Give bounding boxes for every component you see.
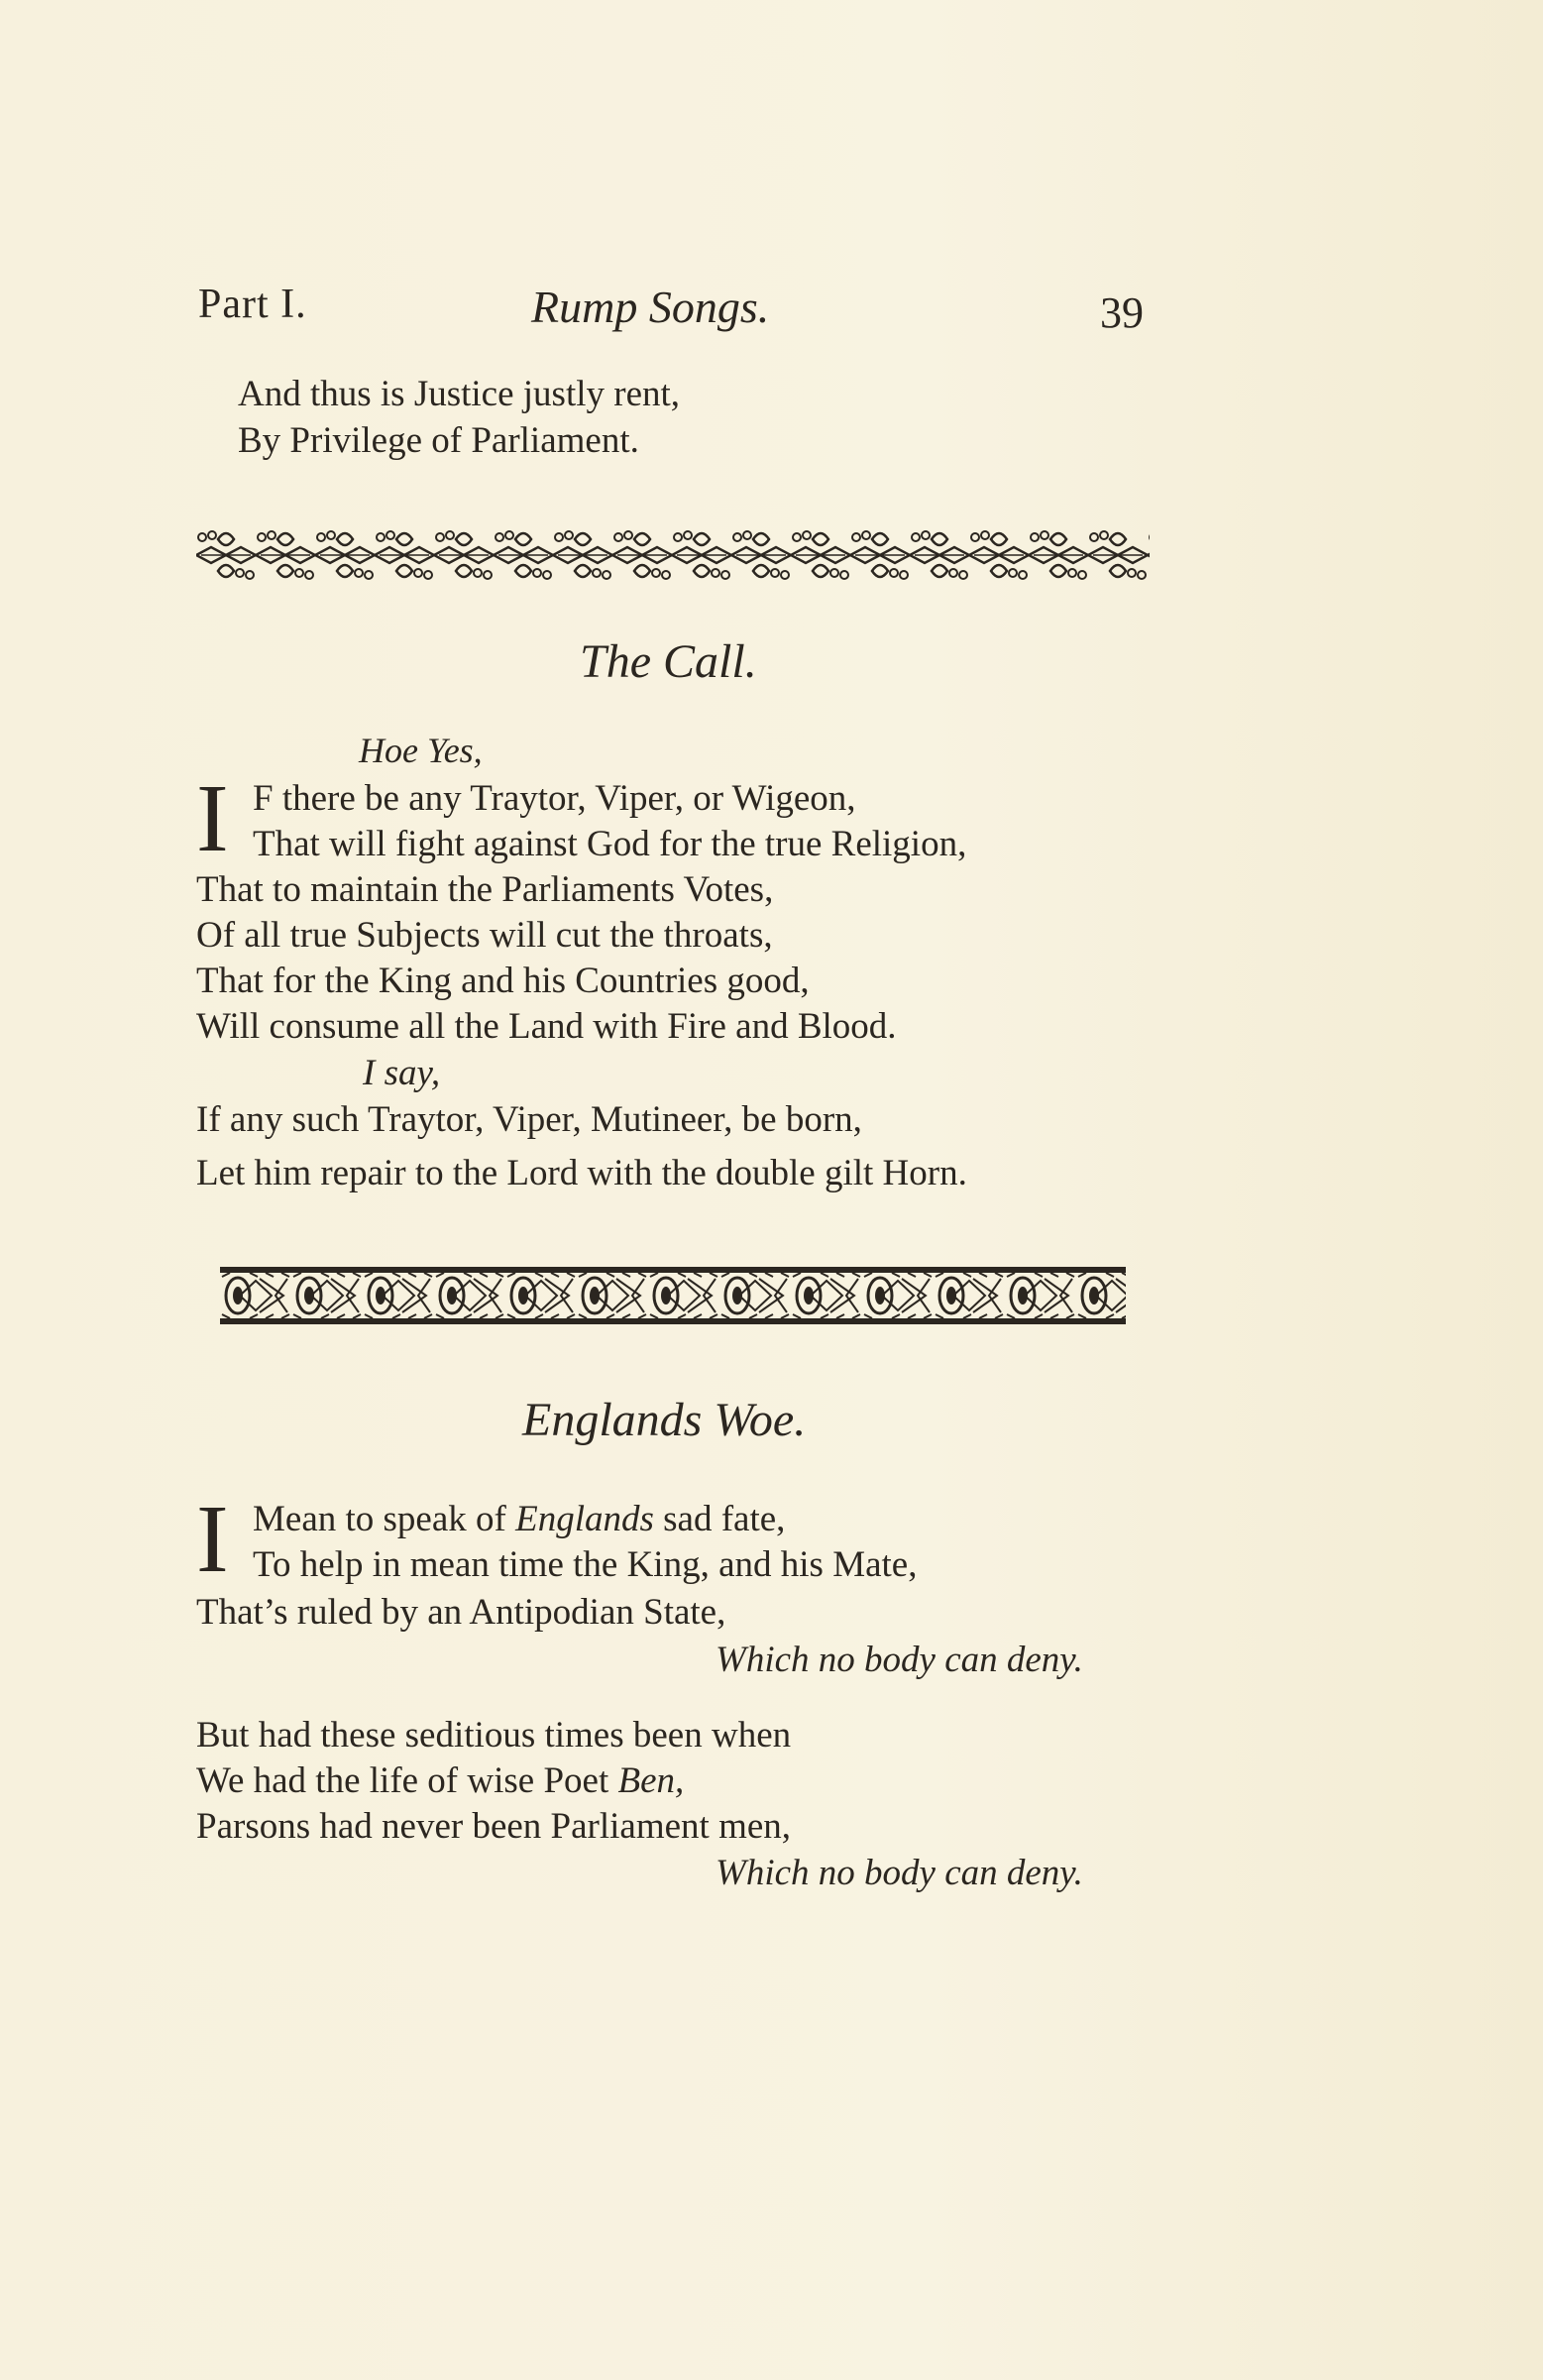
- prev-poem-line: And thus is Justice justly rent,: [238, 374, 681, 414]
- text-run: sad fate,: [653, 1499, 786, 1539]
- poem-line: Parsons had never been Parliament men,: [196, 1806, 792, 1847]
- poem-line: But had these seditious times been when: [196, 1715, 792, 1756]
- town-crier-call: Hoe Yes,: [359, 731, 483, 770]
- page-number: 39: [1100, 288, 1144, 337]
- poem-line: [253, 1497, 785, 1542]
- poem-line: [196, 1758, 684, 1804]
- poem-line: That to maintain the Parliaments Votes,: [196, 869, 774, 910]
- poem-line: That will fight against God for the true Religion,: [253, 824, 967, 864]
- decorative-ornament-band: [220, 1267, 1126, 1324]
- ornament-scroll-icon: [196, 525, 1150, 585]
- i-say-line: I say,: [363, 1053, 441, 1093]
- poem-line: If any such Traytor, Viper, Mutineer, be born,: [196, 1099, 862, 1140]
- decorative-ornament-band: [196, 525, 1150, 585]
- running-header-title: Rump Songs.: [531, 282, 770, 332]
- drop-cap: I: [196, 1486, 229, 1593]
- refrain-line: Which no body can deny.: [716, 1853, 1083, 1893]
- text-run: Mean to speak of: [253, 1499, 516, 1539]
- running-header-part: Part I.: [198, 282, 307, 327]
- italic-word: Ben,: [617, 1760, 685, 1801]
- poem-title-the-call: The Call.: [580, 635, 757, 688]
- poem-line: F there be any Traytor, Viper, or Wigeon,: [253, 778, 856, 819]
- poem-line: To help in mean time the King, and his Mate,: [253, 1544, 918, 1585]
- poem-line: Of all true Subjects will cut the throats,: [196, 915, 773, 956]
- poem-line: That for the King and his Countries good,: [196, 961, 810, 1001]
- poem-line: That’s ruled by an Antipodian State,: [196, 1592, 726, 1633]
- poem-line: Let him repair to the Lord with the double gilt Horn.: [196, 1153, 967, 1193]
- drop-cap: I: [196, 765, 229, 872]
- prev-poem-line: By Privilege of Parliament.: [238, 420, 639, 461]
- text-run: We had the life of wise Poet: [196, 1760, 618, 1801]
- italic-word: Englands: [515, 1499, 654, 1539]
- poem-line: Will consume all the Land with Fire and Blood.: [196, 1006, 897, 1047]
- ornament-lattice-icon: [220, 1267, 1126, 1324]
- refrain-line: Which no body can deny.: [716, 1640, 1083, 1680]
- poem-title-englands-woe: Englands Woe.: [522, 1394, 807, 1446]
